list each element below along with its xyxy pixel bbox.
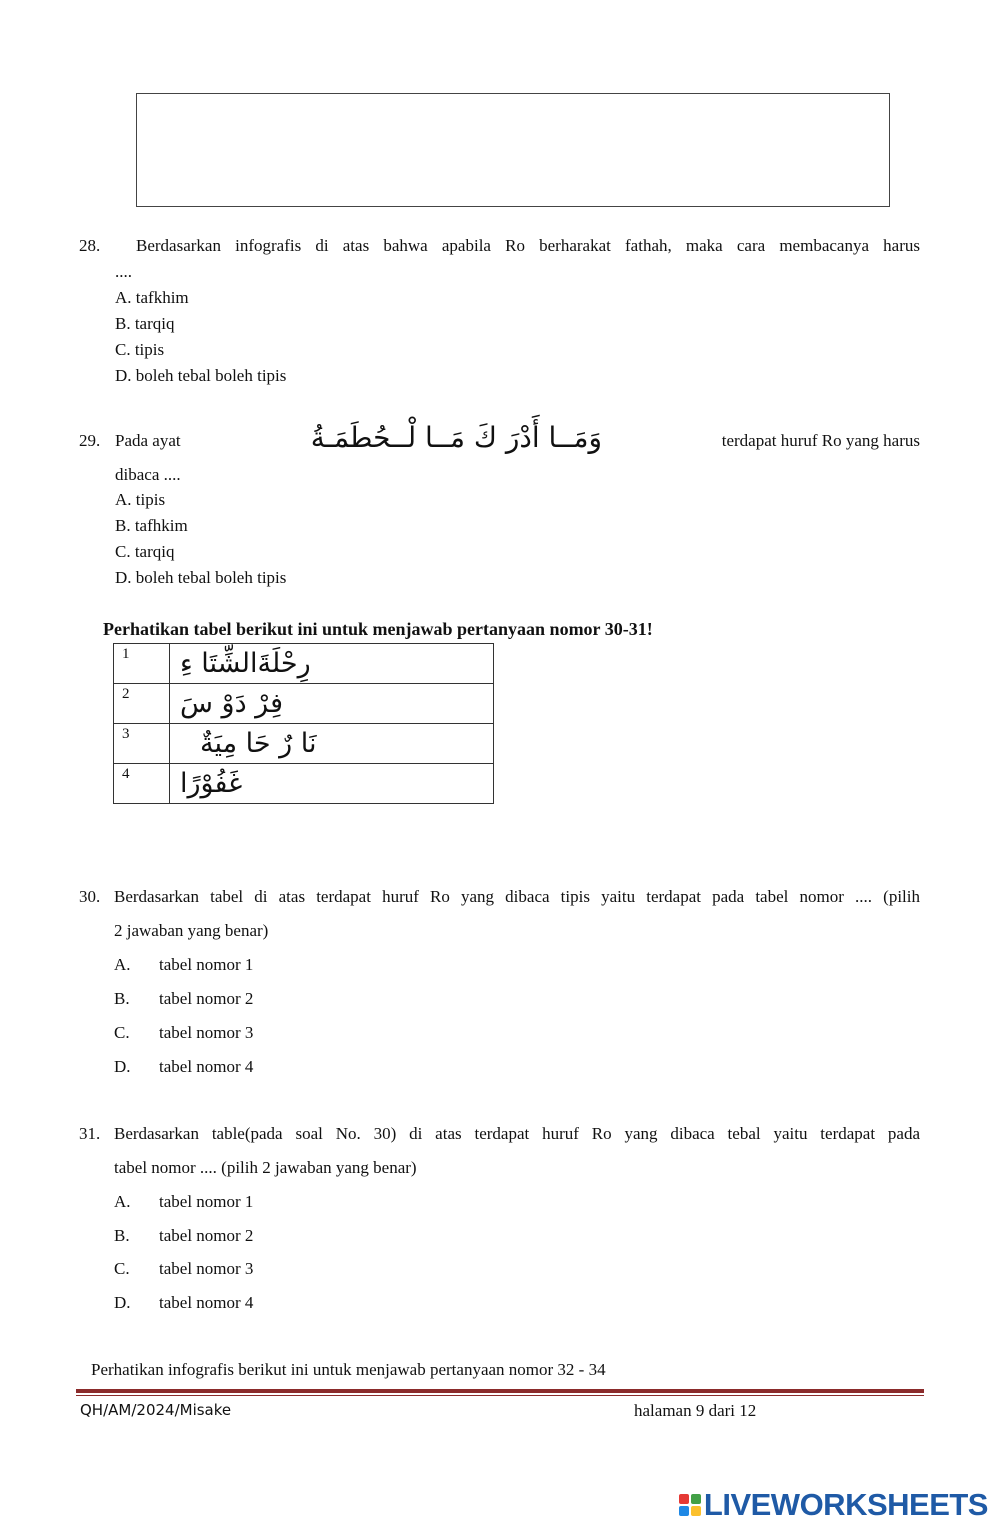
table-row [114,724,494,764]
question-text-continued: dibaca .... [115,465,181,484]
table-row-arabic: نَا رٌ حَا مِيَةٌ [200,728,317,759]
question-text: Berdasarkan tabel di atas terdapat huruf Ro yang dibaca tipis yaitu terdapat pada tabel nomor .... (pilih [114,887,920,906]
table-row [114,684,494,724]
question-text-continued: .... [115,262,132,281]
brand-name: LIVEWORKSHEETS [703,1487,988,1522]
question-text: Berdasarkan infografis di atas bahwa apabila Ro berharakat fathah, maka cara membacanya harus [136,236,920,255]
option-c[interactable]: C. tipis [115,340,165,359]
option-b[interactable]: B. tabel nomor 2 [114,989,254,1008]
question-number: 28. [79,236,101,255]
option-b[interactable]: B. tarqiq [115,314,175,333]
footer-divider [76,1389,924,1393]
liveworksheets-logo-icon [679,1494,701,1516]
infographic-image-placeholder [136,93,890,207]
ayat-arabic: وَمَــا أَدْرَ كَ مَــا لْــحُطَمَـةُ [310,421,602,454]
question-text: Berdasarkan table(pada soal No. 30) di atas terdapat huruf Ro yang dibaca tebal yaitu terdapat pada [114,1124,920,1143]
option-c[interactable]: C. tabel nomor 3 [114,1023,254,1042]
question-text-suffix: terdapat huruf Ro yang harus [721,431,920,450]
question-text-prefix: Pada ayat [115,431,181,450]
footer-divider-thin [76,1395,924,1396]
table-row [114,764,494,804]
table-instruction: Perhatikan tabel berikut ini untuk menjawab pertanyaan nomor 30-31! [103,619,653,639]
table-row-number: 2 [114,684,170,724]
table-row-number: 3 [114,724,170,764]
question-number: 29. [79,431,101,450]
page-number: halaman 9 dari 12 [634,1401,757,1420]
arabic-words-table [113,643,494,804]
option-d[interactable]: D. tabel nomor 4 [114,1293,254,1312]
table-row-arabic: رِحْلَةَالشِّتَا ءِ [180,648,311,679]
table-row-arabic: غَفُوْرًا [180,768,243,799]
table-row-arabic: فِرْ دَوْ سَ [180,688,283,719]
document-code: QH/AM/2024/Misake [80,1401,232,1419]
question-number: 31. [79,1124,101,1143]
option-b[interactable]: B. tafhkim [115,516,188,535]
option-a[interactable]: A. tabel nomor 1 [114,1192,254,1211]
option-a[interactable]: A. tafkhim [115,288,189,307]
option-a[interactable]: A. tipis [115,490,166,509]
option-c[interactable]: C. tabel nomor 3 [114,1259,254,1278]
table-row [114,644,494,684]
option-b[interactable]: B. tabel nomor 2 [114,1226,254,1245]
infographic-instruction: Perhatikan infografis berikut ini untuk menjawab pertanyaan nomor 32 - 34 [91,1360,606,1379]
option-c[interactable]: C. tarqiq [115,542,175,561]
question-number: 30. [79,887,101,906]
option-d[interactable]: D. boleh tebal boleh tipis [115,568,287,587]
option-a[interactable]: A. tabel nomor 1 [114,955,254,974]
liveworksheets-brand [679,1487,988,1523]
question-text-continued: tabel nomor .... (pilih 2 jawaban yang benar) [114,1158,417,1177]
table-row-number: 1 [114,644,170,684]
question-text-continued: 2 jawaban yang benar) [114,921,269,940]
table-row-number: 4 [114,764,170,804]
option-d[interactable]: D. tabel nomor 4 [114,1057,254,1076]
option-d[interactable]: D. boleh tebal boleh tipis [115,366,287,385]
